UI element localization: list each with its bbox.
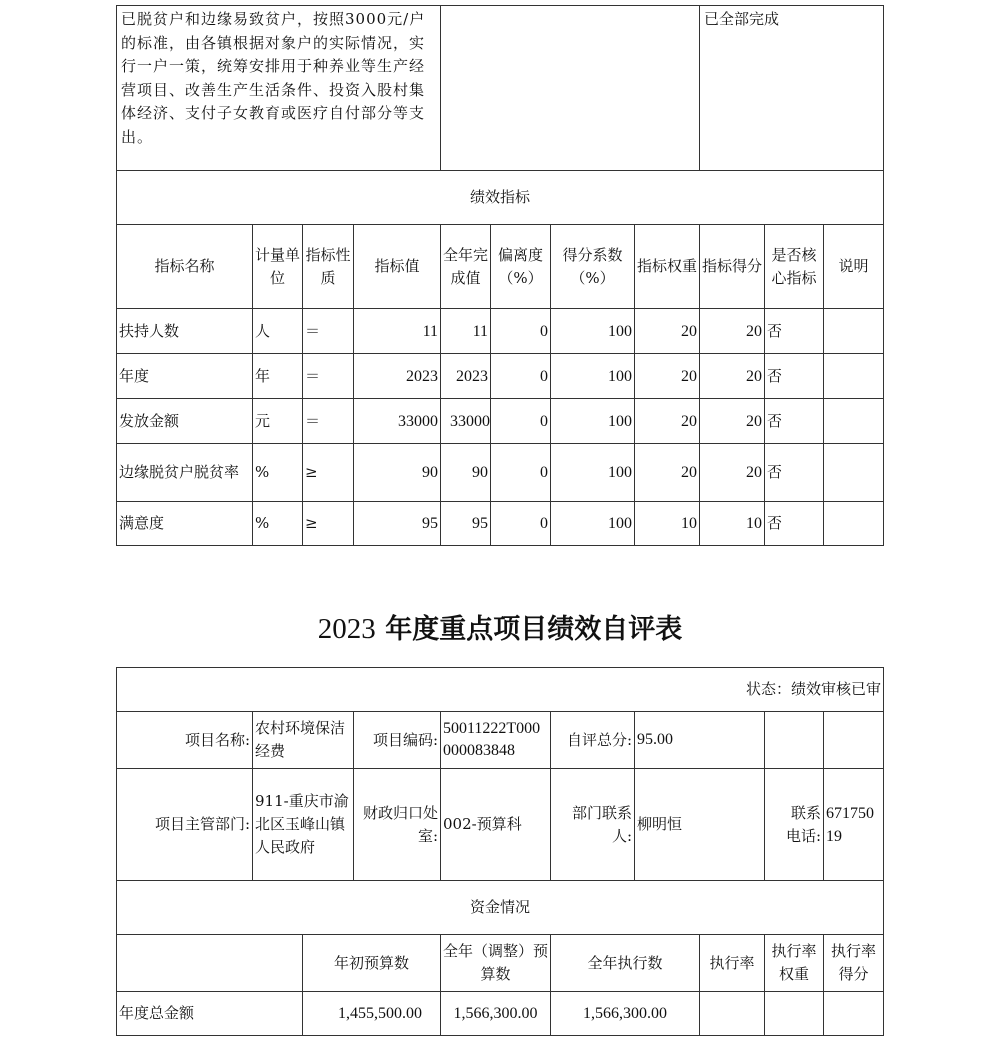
indicator-unit: 元 [253, 399, 303, 444]
table-row [117, 444, 884, 502]
indicator-actual: 95 [441, 502, 491, 546]
self-score: 95.00 [635, 712, 765, 769]
table-row [117, 354, 884, 399]
self-score-label: 自评总分: [551, 712, 635, 769]
completion-status: 已全部完成 [700, 6, 884, 171]
header-cell: 指标权重 [635, 225, 700, 309]
empty-cell [117, 935, 303, 992]
indicator-unit: 年 [253, 354, 303, 399]
header-cell: 是否核心指标 [765, 225, 824, 309]
total-rate-weight [765, 992, 824, 1036]
indicator-deviation: 0 [491, 399, 551, 444]
funds-header-cell: 全年执行数 [551, 935, 700, 992]
header-cell: 指标名称 [117, 225, 253, 309]
funds-header-row [117, 935, 884, 992]
indicator-core: 否 [765, 399, 824, 444]
header-cell: 偏离度（%） [491, 225, 551, 309]
indicator-actual: 11 [441, 309, 491, 354]
indicator-note [824, 309, 884, 354]
indicator-note [824, 502, 884, 546]
indicator-score: 20 [700, 444, 765, 502]
dept: 911-重庆市渝北区玉峰山镇人民政府 [253, 769, 354, 881]
indicator-score: 20 [700, 354, 765, 399]
total-rate-score [824, 992, 884, 1036]
project-name-label: 项目名称: [117, 712, 253, 769]
indicator-target: 11 [354, 309, 441, 354]
indicator-coef: 100 [551, 399, 635, 444]
indicator-unit: 人 [253, 309, 303, 354]
finance-office: 002-预算科 [441, 769, 551, 881]
indicator-name: 扶持人数 [117, 309, 253, 354]
phone-label: 联系电话: [765, 769, 824, 881]
indicator-deviation: 0 [491, 502, 551, 546]
indicator-nature: ＝ [303, 309, 354, 354]
indicator-target: 33000 [354, 399, 441, 444]
project-self-evaluation-table [116, 667, 884, 1036]
header-cell: 指标性质 [303, 225, 354, 309]
indicator-name: 满意度 [117, 502, 253, 546]
project-description: 已脱贫户和边缘易致贫户，按照3000元/户的标准，由各镇根据对象户的实际情况，实行一户一策，统筹安排用于种养业等生产经营项目、改善生产生活条件、投资入股村集体经济、支付子女教育或医疗自付部分等支出。 [117, 6, 441, 171]
indicator-weight: 20 [635, 309, 700, 354]
indicator-coef: 100 [551, 354, 635, 399]
indicator-weight: 20 [635, 399, 700, 444]
indicator-score: 20 [700, 399, 765, 444]
indicator-note [824, 399, 884, 444]
header-cell: 计量单位 [253, 225, 303, 309]
project-name: 农村环境保洁经费 [253, 712, 354, 769]
indicator-core: 否 [765, 309, 824, 354]
indicator-core: 否 [765, 444, 824, 502]
indicator-target: 2023 [354, 354, 441, 399]
indicator-name: 发放金额 [117, 399, 253, 444]
header-cell: 全年完成值 [441, 225, 491, 309]
indicator-coef: 100 [551, 309, 635, 354]
indicator-weight: 20 [635, 444, 700, 502]
review-status: 状态：绩效审核已审 [117, 668, 884, 712]
indicator-deviation: 0 [491, 309, 551, 354]
indicator-note [824, 444, 884, 502]
finance-office-label: 财政归口处室: [354, 769, 441, 881]
total-initial-budget: 1,455,500.00 [303, 992, 441, 1036]
indicator-actual: 2023 [441, 354, 491, 399]
indicator-nature: ＝ [303, 354, 354, 399]
phone: 67175019 [824, 769, 884, 881]
indicator-core: 否 [765, 502, 824, 546]
indicator-note [824, 354, 884, 399]
contact: 柳明恒 [635, 769, 765, 881]
indicator-deviation: 0 [491, 444, 551, 502]
header-cell: 指标值 [354, 225, 441, 309]
indicator-table [116, 5, 884, 546]
dept-label: 项目主管部门: [117, 769, 253, 881]
header-cell: 指标得分 [700, 225, 765, 309]
table-row [117, 399, 884, 444]
empty-cell [824, 712, 884, 769]
indicator-name: 边缘脱贫户脱贫率 [117, 444, 253, 502]
project-code: 50011222T000000083848 [441, 712, 551, 769]
table-row [117, 502, 884, 546]
indicator-core: 否 [765, 354, 824, 399]
indicator-coef: 100 [551, 444, 635, 502]
indicator-score: 10 [700, 502, 765, 546]
indicator-nature: ＝ [303, 399, 354, 444]
indicator-target: 90 [354, 444, 441, 502]
indicator-actual: 33000 [441, 399, 491, 444]
total-executed: 1,566,300.00 [551, 992, 700, 1036]
indicator-coef: 100 [551, 502, 635, 546]
funds-header-cell: 年初预算数 [303, 935, 441, 992]
page-title [0, 606, 1000, 653]
header-cell: 说明 [824, 225, 884, 309]
empty-cell [441, 6, 700, 171]
empty-cell [765, 712, 824, 769]
title-text: 年度重点项目绩效自评表 [375, 614, 683, 645]
header-row [117, 225, 884, 309]
table-row [117, 309, 884, 354]
total-label: 年度总金额 [117, 992, 303, 1036]
indicator-score: 20 [700, 309, 765, 354]
indicator-name: 年度 [117, 354, 253, 399]
table-row [117, 992, 884, 1036]
contact-label: 部门联系人: [551, 769, 635, 881]
indicator-unit: % [253, 444, 303, 502]
indicator-actual: 90 [441, 444, 491, 502]
funds-header-cell: 全年（调整）预算数 [441, 935, 551, 992]
indicator-nature: ≥ [303, 444, 354, 502]
indicator-target: 95 [354, 502, 441, 546]
indicator-unit: % [253, 502, 303, 546]
title-year: 2023 [317, 613, 376, 645]
header-cell: 得分系数（%） [551, 225, 635, 309]
indicator-deviation: 0 [491, 354, 551, 399]
indicator-nature: ≥ [303, 502, 354, 546]
funds-section-title: 资金情况 [117, 881, 884, 935]
total-adjusted-budget: 1,566,300.00 [441, 992, 551, 1036]
project-code-label: 项目编码: [354, 712, 441, 769]
section-title: 绩效指标 [117, 171, 884, 225]
indicator-weight: 20 [635, 354, 700, 399]
indicator-weight: 10 [635, 502, 700, 546]
total-execution-rate [700, 992, 765, 1036]
funds-header-cell: 执行率 [700, 935, 765, 992]
funds-header-cell: 执行率权重 [765, 935, 824, 992]
funds-header-cell: 执行率得分 [824, 935, 884, 992]
